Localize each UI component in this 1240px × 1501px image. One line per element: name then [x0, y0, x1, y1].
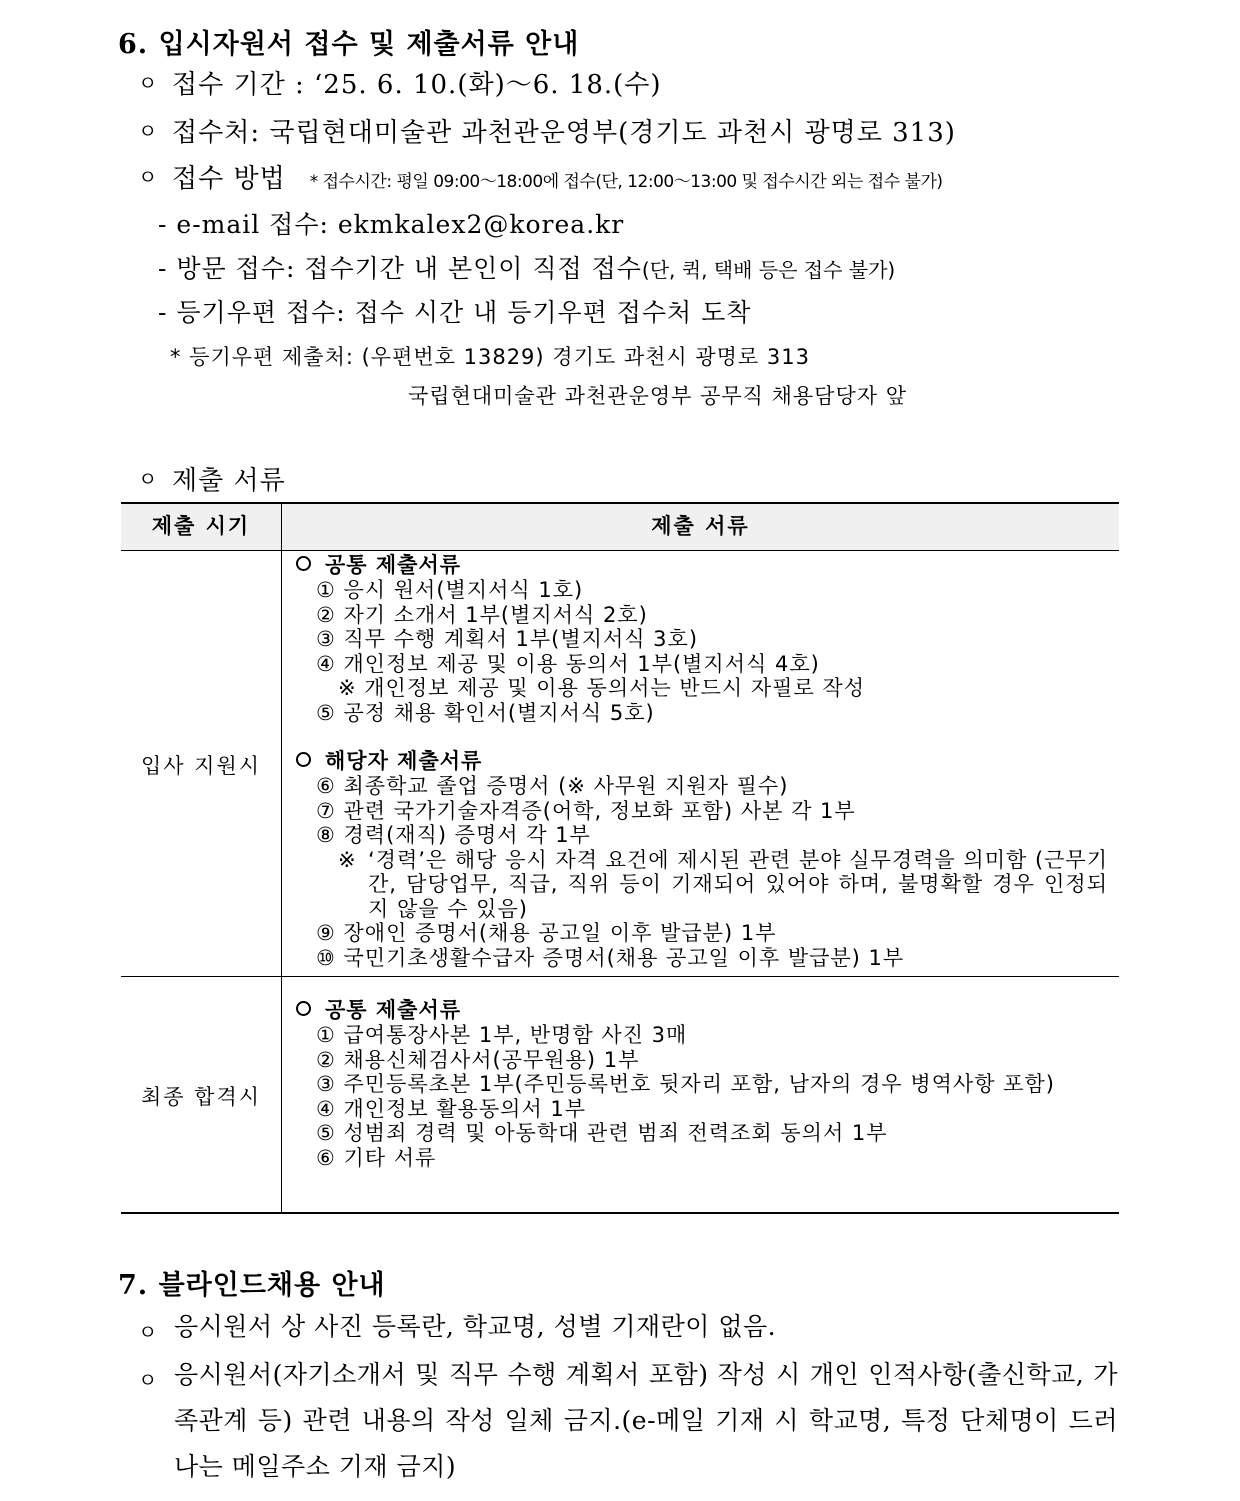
list-item: ② 채용신체검사서(공무원용) 1부 — [316, 1047, 640, 1072]
method-label: 접수 방법 — [172, 164, 286, 194]
list-item: ④ 개인정보 활용동의서 1부 — [316, 1096, 587, 1121]
ring-bullet-icon — [296, 1001, 311, 1016]
list-item: ① 급여통장사본 1부, 반명함 사진 3매 — [316, 1023, 688, 1047]
bullet-icon: ㅇ — [138, 165, 159, 189]
list-item: ③ 직무 수행 계획서 1부(별지서식 3호) — [316, 627, 699, 651]
table-header-divider — [121, 550, 1119, 551]
row-application-documents — [296, 553, 1108, 970]
blind-item-1-text: 응시원서 상 사진 등록란, 학교명, 성별 기재란이 없음. — [174, 1312, 777, 1341]
bullet-icon: ㅇ — [138, 1368, 158, 1392]
mail-line: - 등기우편 접수: 접수 시간 내 등기우편 접수처 도착 — [158, 298, 752, 327]
group-title: 해당자 제출서류 — [325, 749, 483, 773]
visit-paren: (단, 퀵, 택배 등은 접수 불가) — [641, 258, 896, 282]
career-note-text: ‘경력’은 해당 응시 자격 요건에 제시된 관련 분야 실무경력을 의미함 (근무기간, 담당업무, 직급, 직위 등이 기재되어 있어야 하며, 불명확할 경우 인정되지 않을 수 있음) — [368, 847, 1108, 921]
docs-text: 제출 서류 — [172, 466, 286, 496]
place-text: 접수처: 국립현대미술관 과천관운영부(경기도 과천시 광명로 313) — [172, 118, 956, 148]
section-6-title: 6. 입시자원서 접수 및 제출서류 안내 — [118, 29, 580, 60]
visit-line — [158, 249, 895, 285]
list-item: ⑩ 국민기초생활수급자 증명서(채용 공고일 이후 발급분) 1부 — [316, 945, 905, 970]
blind-item-1 — [138, 1304, 1118, 1350]
blind-item-2-text: 응시원서(자기소개서 및 직무 수행 계획서 포함) 작성 시 개인 인적사항(출신학교, 가족관계 등) 관련 내용의 작성 일체 금지.(e-메일 기재 시 학교명, 특정 단체명이 드러나는 메일주소 기재 금지) — [174, 1360, 1118, 1481]
blind-item-2 — [138, 1352, 1118, 1490]
mail-address-1: * 등기우편 제출처: (우편번호 13829) 경기도 과천시 광명로 313 — [170, 345, 810, 369]
group-title: 공통 제출서류 — [325, 553, 462, 577]
row-label-application: 입사 지원시 — [140, 754, 262, 778]
period-line — [138, 64, 662, 101]
place-line — [138, 112, 956, 149]
group-title: 공통 제출서류 — [325, 998, 462, 1022]
email-line: - e-mail 접수: ekmkalex2@korea.kr — [158, 210, 625, 239]
row-label-final: 최종 합격시 — [140, 1085, 262, 1109]
row-final-documents — [296, 998, 1076, 1170]
table-bottom-border — [121, 1212, 1119, 1214]
table-header-documents: 제출 서류 — [651, 514, 750, 538]
mail-address-2: 국립현대미술관 과천관운영부 공무직 채용담당자 앞 — [408, 384, 907, 408]
list-item: ④ 개인정보 제공 및 이용 동의서 1부(별지서식 4호) — [316, 651, 820, 676]
method-line — [138, 158, 943, 195]
docs-line — [138, 460, 286, 497]
list-item: ⑥ 기타 서류 — [316, 1145, 437, 1170]
group-header — [296, 998, 1076, 1023]
list-note: ※ 개인정보 제공 및 이용 동의서는 반드시 자필로 작성 — [338, 676, 866, 700]
group-header — [296, 553, 1108, 578]
list-item: ⑦ 관련 국가기술자격증(어학, 정보화 포함) 사본 각 1부 — [316, 798, 856, 823]
ring-bullet-icon — [296, 556, 311, 571]
bullet-icon: ㅇ — [138, 71, 159, 95]
bullet-icon: ㅇ — [138, 119, 159, 143]
table-row-divider — [121, 976, 1119, 977]
list-item: ⑨ 장애인 증명서(채용 공고일 이후 발급분) 1부 — [316, 921, 777, 945]
table-header-timing: 제출 시기 — [151, 514, 251, 538]
ring-bullet-icon — [296, 752, 311, 767]
list-item: ⑥ 최종학교 졸업 증명서 (※ 사무원 지원자 필수) — [316, 774, 789, 798]
career-note — [296, 848, 1108, 922]
table-column-divider — [281, 503, 282, 1213]
period-text: 접수 기간 : ‘25. 6. 10.(화)～6. 18.(수) — [172, 70, 662, 100]
list-item: ⑤ 성범죄 경력 및 아동학대 관련 범죄 전력조회 동의서 1부 — [316, 1121, 888, 1145]
method-note: * 접수시간: 평일 09:00～18:00에 접수(단, 12:00～13:00 및 접수시간 외는 접수 불가) — [309, 172, 943, 192]
bullet-icon: ㅇ — [138, 467, 159, 491]
list-item: ③ 주민등록초본 1부(주민등록번호 뒷자리 포함, 남자의 경우 병역사항 포함) — [316, 1072, 1055, 1096]
list-item: ⑤ 공정 채용 확인서(별지서식 5호) — [316, 700, 655, 725]
visit-main: - 방문 접수: 접수기간 내 본인이 직접 접수 — [158, 254, 642, 283]
group-header — [296, 749, 1108, 774]
list-item: ① 응시 원서(별지서식 1호) — [316, 578, 584, 602]
note-mark: ※ — [338, 847, 357, 872]
list-item: ⑧ 경력(재직) 증명서 각 1부 — [316, 823, 591, 847]
section-7-title: 7. 블라인드채용 안내 — [118, 1270, 386, 1301]
list-item: ② 자기 소개서 1부(별지서식 2호) — [316, 602, 648, 627]
bullet-icon: ㅇ — [138, 1320, 158, 1344]
